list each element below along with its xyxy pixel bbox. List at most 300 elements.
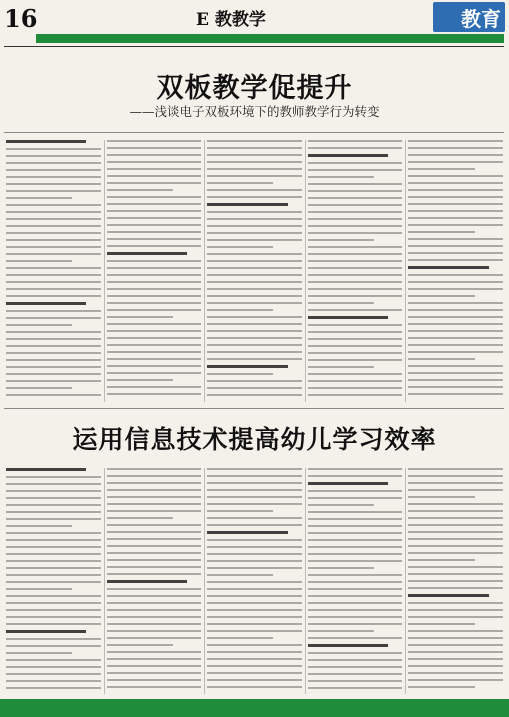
text-line [308, 373, 403, 375]
text-line [207, 373, 273, 375]
text-line [308, 659, 403, 661]
text-line [308, 574, 403, 576]
column-separator [305, 468, 306, 694]
text-line [207, 394, 302, 396]
text-line [408, 524, 503, 526]
text-line [308, 338, 403, 340]
text-line [408, 679, 503, 681]
text-line [207, 140, 302, 142]
text-line [207, 387, 302, 389]
page-footer [0, 699, 509, 717]
text-line [408, 580, 503, 582]
text-line [308, 295, 403, 297]
text-column [207, 468, 302, 693]
text-line [308, 539, 403, 541]
text-line [408, 372, 503, 374]
text-line [308, 380, 403, 382]
text-line [408, 154, 503, 156]
text-line [308, 652, 403, 654]
text-line [107, 238, 202, 240]
section-title: E 教教学 [196, 10, 266, 30]
text-line [6, 497, 101, 499]
text-line [408, 358, 474, 360]
text-line [6, 483, 101, 485]
text-line [107, 517, 173, 519]
text-line [207, 489, 302, 491]
text-line [207, 679, 302, 681]
text-line [207, 609, 302, 611]
page-number: 16 [4, 4, 38, 33]
text-line [6, 616, 101, 618]
text-line [408, 147, 503, 149]
text-line [6, 394, 101, 396]
text-line [308, 345, 403, 347]
text-line [107, 496, 202, 498]
text-line [308, 673, 403, 675]
text-line [408, 189, 503, 191]
text-line [107, 482, 202, 484]
text-line [107, 630, 202, 632]
text-line [207, 154, 302, 156]
text-line [6, 532, 101, 534]
text-line [207, 588, 302, 590]
text-line [308, 324, 403, 326]
text-line [207, 517, 302, 519]
text-line [408, 686, 474, 688]
column-separator [405, 468, 406, 694]
text-line [107, 679, 202, 681]
text-line [107, 154, 202, 156]
text-line [207, 260, 302, 262]
text-line [308, 154, 388, 157]
text-line [308, 359, 403, 361]
text-line [6, 183, 101, 185]
text-line [6, 338, 101, 340]
text-line [408, 665, 503, 667]
masthead-logo-text: 教育 [461, 7, 501, 31]
text-line [308, 546, 403, 548]
text-line [207, 616, 302, 618]
text-line [408, 503, 503, 505]
text-line [107, 231, 202, 233]
text-line [408, 475, 503, 477]
text-line [207, 560, 302, 562]
text-line [107, 386, 202, 388]
text-line [207, 281, 302, 283]
text-line [6, 176, 101, 178]
text-line [207, 344, 302, 346]
text-line [107, 623, 202, 625]
text-line [6, 476, 101, 478]
text-line [408, 672, 503, 674]
text-line [207, 147, 302, 149]
text-line [6, 218, 101, 220]
text-line [207, 211, 302, 213]
text-column [308, 468, 403, 694]
text-line [6, 253, 101, 255]
text-column [6, 140, 101, 401]
text-line [408, 288, 503, 290]
text-line [207, 365, 287, 368]
text-line [207, 651, 302, 653]
text-line [207, 637, 273, 639]
text-line [408, 637, 503, 639]
text-line [308, 197, 403, 199]
text-line [408, 616, 503, 618]
text-line [408, 538, 503, 540]
text-line [308, 302, 374, 304]
text-line [6, 302, 86, 305]
text-column [107, 468, 202, 693]
text-line [107, 672, 202, 674]
text-line [6, 239, 101, 241]
text-line [408, 496, 474, 498]
text-line [308, 497, 403, 499]
text-line [6, 260, 72, 262]
text-line [308, 687, 403, 689]
text-line [408, 623, 474, 625]
text-line [6, 232, 101, 234]
text-line [308, 581, 403, 583]
text-column [408, 468, 503, 693]
text-line [6, 588, 72, 590]
text-line [408, 531, 503, 533]
text-line [107, 203, 202, 205]
text-line [6, 638, 101, 640]
text-line [207, 539, 302, 541]
text-line [107, 686, 202, 688]
text-line [6, 666, 101, 668]
text-line [107, 196, 202, 198]
text-line [308, 147, 403, 149]
text-line [6, 246, 101, 248]
text-line [207, 351, 302, 353]
text-line [308, 518, 403, 520]
text-line [107, 616, 202, 618]
text-line [6, 310, 101, 312]
text-line [408, 351, 503, 353]
text-line [308, 246, 403, 248]
text-line [6, 324, 72, 326]
text-line [308, 352, 403, 354]
text-line [107, 168, 202, 170]
text-line [207, 496, 302, 498]
text-line [207, 482, 302, 484]
text-line [6, 490, 101, 492]
text-line [6, 380, 101, 382]
text-line [308, 511, 403, 513]
text-line [107, 393, 202, 395]
text-line [107, 140, 202, 142]
text-line [207, 175, 302, 177]
text-line [207, 665, 302, 667]
column-separator [405, 140, 406, 402]
text-line [6, 567, 101, 569]
text-line [207, 337, 302, 339]
text-line [308, 267, 403, 269]
text-line [207, 602, 302, 604]
text-line [408, 468, 503, 470]
text-line [207, 182, 273, 184]
text-line [107, 323, 202, 325]
text-line [308, 366, 374, 368]
text-line [107, 288, 202, 290]
text-line [107, 595, 202, 597]
text-line [6, 387, 72, 389]
text-line [308, 553, 403, 555]
text-line [408, 259, 503, 261]
text-line [207, 309, 273, 311]
text-line [6, 331, 101, 333]
text-line [408, 168, 474, 170]
text-line [408, 573, 503, 575]
text-line [207, 316, 302, 318]
text-line [308, 637, 403, 639]
text-line [6, 140, 86, 143]
text-line [107, 316, 173, 318]
text-line [6, 630, 86, 633]
text-line [408, 210, 503, 212]
text-line [107, 337, 202, 339]
text-line [107, 245, 202, 247]
text-line [408, 630, 503, 632]
text-line [107, 531, 202, 533]
text-line [408, 196, 503, 198]
text-line [207, 644, 302, 646]
text-line [207, 267, 302, 269]
text-line [6, 155, 101, 157]
text-line [107, 372, 202, 374]
text-line [308, 595, 403, 597]
text-line [6, 204, 101, 206]
text-line [408, 161, 503, 163]
text-line [207, 274, 302, 276]
text-line [6, 546, 101, 548]
text-column [408, 140, 503, 400]
text-line [408, 302, 503, 304]
text-line [107, 510, 202, 512]
text-line [107, 503, 202, 505]
text-line [107, 260, 202, 262]
text-line [408, 175, 503, 177]
text-line [408, 489, 503, 491]
text-line [308, 162, 403, 164]
text-line [207, 323, 302, 325]
column-separator [104, 140, 105, 402]
text-line [6, 539, 101, 541]
text-line [308, 232, 403, 234]
text-line [308, 140, 403, 142]
text-line [408, 203, 503, 205]
text-line [408, 602, 503, 604]
text-line [207, 380, 302, 382]
text-column [107, 140, 202, 400]
text-line [6, 659, 101, 661]
text-line [308, 504, 374, 506]
article-second-title: 运用信息技术提高幼儿学习效率 [72, 425, 437, 454]
text-line [6, 468, 86, 471]
text-line [308, 468, 403, 470]
text-line [207, 546, 302, 548]
text-line [408, 217, 503, 219]
text-line [408, 140, 503, 142]
text-line [408, 594, 488, 597]
text-line [308, 532, 403, 534]
text-line [6, 211, 101, 213]
text-line [408, 266, 488, 269]
text-line [6, 317, 101, 319]
text-line [408, 651, 503, 653]
text-line [207, 581, 302, 583]
text-line [308, 183, 403, 185]
text-line [207, 468, 302, 470]
text-line [207, 595, 302, 597]
text-line [408, 344, 503, 346]
page-header [0, 0, 509, 54]
text-column [308, 140, 403, 401]
text-line [308, 623, 403, 625]
text-line [207, 623, 302, 625]
text-line [308, 560, 403, 562]
text-line [408, 281, 503, 283]
text-line [408, 658, 503, 660]
text-line [207, 503, 302, 505]
text-line [308, 260, 403, 262]
column-separator [104, 468, 105, 694]
text-line [107, 224, 202, 226]
text-line [408, 566, 503, 568]
text-line [408, 510, 503, 512]
text-line [6, 574, 101, 576]
text-line [6, 148, 101, 150]
text-line [107, 217, 202, 219]
text-line [207, 288, 302, 290]
text-line [308, 666, 403, 668]
text-line [107, 302, 202, 304]
text-line [107, 210, 202, 212]
text-line [308, 567, 374, 569]
text-line [207, 672, 302, 674]
text-line [6, 274, 101, 276]
text-line [308, 602, 403, 604]
text-line [308, 490, 403, 492]
text-line [408, 316, 503, 318]
text-line [308, 190, 403, 192]
text-line [207, 330, 302, 332]
text-line [107, 274, 202, 276]
text-line [207, 524, 302, 526]
text-line [207, 189, 302, 191]
text-line [6, 162, 101, 164]
text-line [6, 609, 101, 611]
text-line [308, 211, 403, 213]
text-line [308, 253, 403, 255]
text-line [6, 623, 101, 625]
text-line [408, 238, 503, 240]
text-column [6, 468, 101, 694]
text-line [6, 581, 101, 583]
text-line [408, 245, 503, 247]
text-line [107, 552, 202, 554]
text-line [308, 239, 374, 241]
text-line [107, 573, 202, 575]
text-line [207, 225, 302, 227]
header-divider [4, 46, 504, 47]
text-line [408, 545, 503, 547]
text-line [107, 161, 202, 163]
text-line [408, 295, 474, 297]
text-line [107, 602, 202, 604]
text-line [207, 531, 287, 534]
text-line [107, 566, 202, 568]
text-line [6, 169, 101, 171]
article-second-divider [4, 408, 504, 409]
text-line [107, 559, 202, 561]
text-line [107, 344, 202, 346]
text-line [308, 609, 403, 611]
text-line [6, 680, 101, 682]
text-line [6, 602, 101, 604]
text-line [308, 387, 403, 389]
text-line [207, 161, 302, 163]
text-line [107, 545, 202, 547]
text-line [408, 559, 474, 561]
text-line [6, 288, 101, 290]
text-line [408, 609, 503, 611]
text-line [6, 595, 101, 597]
text-line [6, 553, 101, 555]
text-line [408, 552, 503, 554]
text-line [107, 379, 173, 381]
text-line [6, 673, 101, 675]
text-column [207, 140, 302, 401]
text-line [207, 553, 302, 555]
text-line [6, 295, 101, 297]
text-line [408, 587, 503, 589]
text-line [308, 169, 403, 171]
text-line [207, 232, 302, 234]
text-line [107, 351, 202, 353]
text-line [207, 510, 273, 512]
text-line [308, 225, 403, 227]
text-line [6, 373, 101, 375]
text-line [408, 517, 503, 519]
text-line [107, 175, 202, 177]
text-line [107, 665, 202, 667]
text-line [107, 538, 202, 540]
text-line [207, 203, 287, 206]
text-line [6, 352, 101, 354]
article-main-divider [4, 132, 504, 133]
text-line [308, 630, 374, 632]
text-line [107, 252, 187, 255]
text-line [107, 651, 202, 653]
text-line [408, 231, 474, 233]
text-line [6, 197, 72, 199]
text-line [408, 337, 503, 339]
text-line [207, 574, 273, 576]
text-line [308, 309, 403, 311]
text-line [308, 176, 374, 178]
text-line [308, 644, 388, 647]
text-line [107, 365, 202, 367]
text-line [107, 267, 202, 269]
text-line [107, 658, 202, 660]
text-line [308, 482, 388, 485]
text-line [408, 224, 503, 226]
text-line [107, 588, 202, 590]
text-line [408, 365, 503, 367]
